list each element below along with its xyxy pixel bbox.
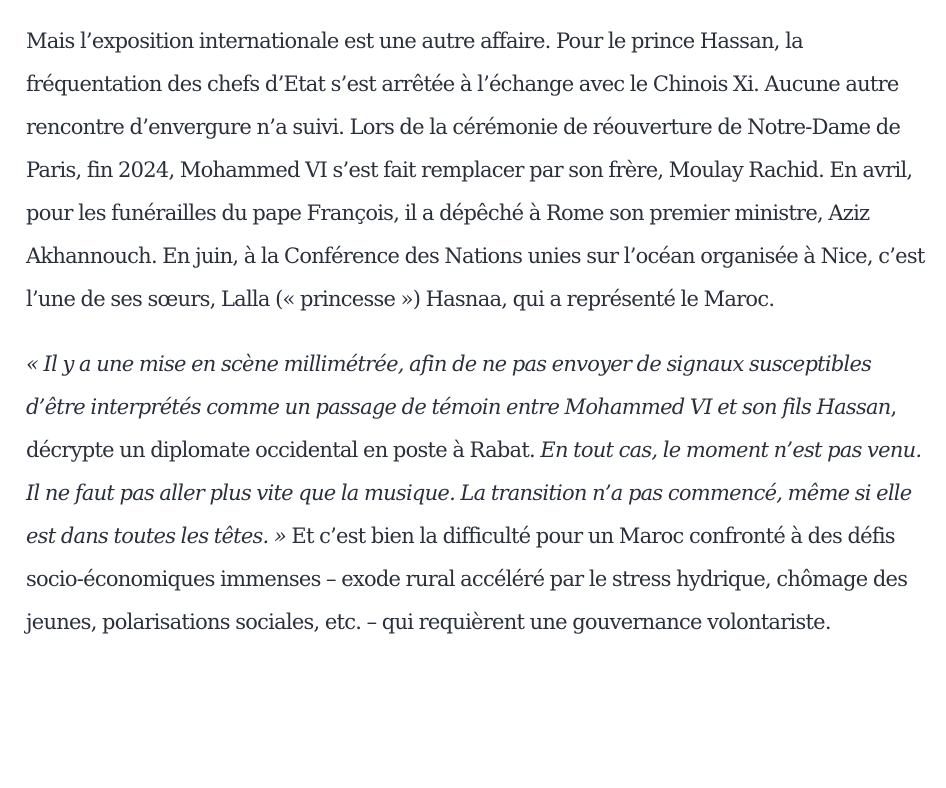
article-paragraph-quote: [26, 343, 926, 644]
quote-text: « Il y a une mise en scène millimétrée, afin de ne pas envoyer de signaux susceptibles d’être interprétés comme un passage de témoin entre Mohammed VI et son fils Hassan: [26, 352, 891, 419]
paragraph-text: Mais l’exposition internationale est une autre affaire. Pour le prince Hassan, la fréquentation des chefs d’Etat s’est arrêtée à l’échange avec le Chinois Xi. Aucune autre rencontre d’envergure n’a suivi. Lors de la cérémonie de réouverture de Notre-Dame de Paris, fin 2024, Mohammed VI s’est fait remplacer par son frère, Moulay Rachid. En avril, pour les funérailles du pape François, il a dépêché à Rome son premier ministre, Aziz Akhannouch. En juin, à la Conférence des Nations unies sur l’océan organisée à Nice, c’est l’une de ses sœurs, Lalla (« princesse ») Hasnaa, qui a représenté le Maroc.: [26, 29, 925, 311]
article-body: [26, 20, 926, 644]
article-paragraph: [26, 20, 926, 321]
paragraph-conclusion: Et c’est bien la difficulté pour un Maroc confronté à des défis socio-économiques immenses – exode rural accéléré par le stress hydrique, chômage des jeunes, polarisations sociales, etc. – qui requièrent une gouvernance volontariste.: [26, 524, 908, 634]
quote-text-continued: En tout cas, le moment n’est pas venu. Il ne faut pas aller plus vite que la musique. La transition n’a pas commencé, même si elle est dans toutes les têtes. »: [26, 438, 922, 548]
quote-attribution: , décrypte un diplomate occidental en poste à Rabat.: [26, 395, 897, 462]
